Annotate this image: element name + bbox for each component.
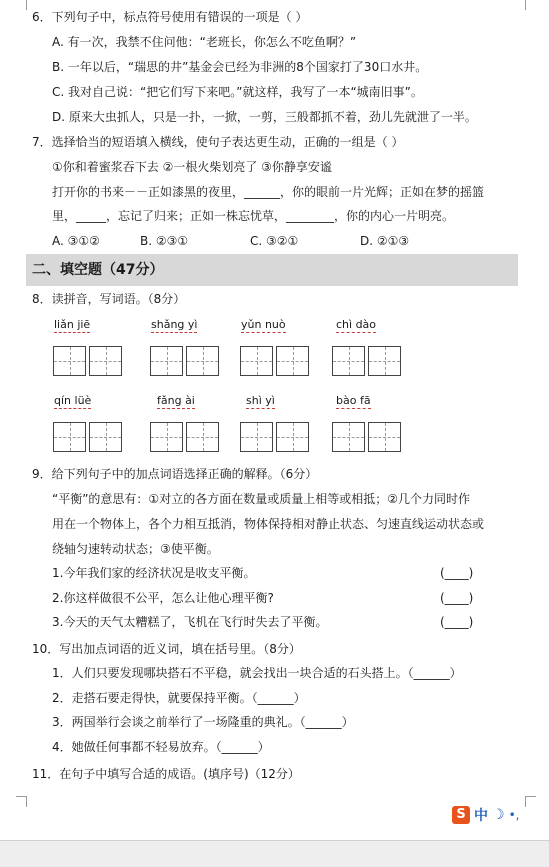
writing-grid-cell[interactable] [332, 422, 365, 452]
ime-toolbar[interactable] [452, 803, 544, 827]
q11-stem: 11．在句子中填写合适的成语。(填序号)（12分） [32, 767, 300, 781]
writing-grid-cell[interactable] [368, 422, 401, 452]
q7-choices: ①你和着蜜浆吞下去 ②一根火柴划亮了 ③你静享安谧 [52, 160, 332, 174]
writing-grid-cell[interactable] [186, 346, 219, 376]
writing-grid-cell[interactable] [332, 346, 365, 376]
q10-sentence-3: 3．两国举行会谈之前举行了一场隆重的典礼。（______） [52, 715, 354, 729]
q6-option-c: C. 我对自己说：“把它们写下来吧。”就这样，我写了一本“城南旧事”。 [52, 85, 423, 99]
pinyin-item: chì dào [336, 318, 377, 331]
pinyin-item: bào fā [336, 394, 371, 407]
writing-grid-cell[interactable] [150, 422, 183, 452]
q9-sentence-2: 2.你这样做很不公平，怎么让他心理平衡? [52, 591, 274, 605]
writing-grid-cell[interactable] [186, 422, 219, 452]
pinyin-item: yǔn nuò [241, 318, 286, 331]
q10-sentence-2: 2．走搭石要走得快，就要保持平衡。（______） [52, 691, 306, 705]
writing-grid-cell[interactable] [276, 422, 309, 452]
q9-stem: 9．给下列句子中的加点词语选择正确的解释。（6分） [32, 467, 318, 481]
q6-stem: 6．下列句子中，标点符号使用有错误的一项是（ ） [32, 10, 308, 24]
answer-blank[interactable]: (____) [440, 591, 474, 605]
page-corner-top-right [525, 0, 536, 10]
pinyin-item: shì yì [246, 394, 275, 407]
q7-option-c: C. ③②① [250, 234, 299, 248]
q6-option-b: B. 一年以后，“瑞思的井”基金会已经为非洲的8个国家打了30口水井。 [52, 60, 428, 74]
writing-grid-cell[interactable] [53, 422, 86, 452]
status-bar [0, 840, 549, 867]
q10-sentence-1: 1．人们只要发现哪块搭石不平稳，就会找出一块合适的石头搭上。（______） [52, 666, 462, 680]
q7-option-a: A. ③①② [52, 234, 100, 248]
pinyin-item: qín lüè [54, 394, 92, 407]
q9-sentence-3: 3.今天的天气太糟糕了，飞机在飞行时失去了平衡。 [52, 615, 328, 629]
pinyin-item: fǎng ài [157, 394, 195, 407]
writing-grid-cell[interactable] [276, 346, 309, 376]
q9-sentence-1: 1.今年我们家的经济状况是收支平衡。 [52, 566, 256, 580]
q6-option-d: D. 原来大虫抓人，只是一扑，一掀，一剪，三般都抓不着，劲儿先就泄了一半。 [52, 110, 477, 124]
answer-blank[interactable]: (____) [440, 615, 474, 629]
q9-definition-line2: 用在一个物体上，各个力相互抵消，物体保持相对静止状态、匀速直线运动状态或 [52, 517, 485, 531]
pinyin-item: shǎng yì [151, 318, 198, 331]
punctuation-icon[interactable]: •, [508, 808, 520, 822]
sogou-logo-icon[interactable]: S [452, 806, 470, 824]
writing-grid-cell[interactable] [240, 346, 273, 376]
writing-grid-cell[interactable] [368, 346, 401, 376]
q9-definition-line1: “平衡”的意思有：①对立的各方面在数量或质量上相等或相抵；②几个力同时作 [52, 492, 470, 506]
pinyin-item: liǎn jiē [54, 318, 91, 331]
q6-option-a: A. 有一次，我禁不住问他：“老班长，你怎么不吃鱼啊？” [52, 35, 357, 49]
writing-grid-cell[interactable] [240, 422, 273, 452]
writing-grid-cell[interactable] [150, 346, 183, 376]
q10-sentence-4: 4．她做任何事都不轻易放弃。（______） [52, 740, 270, 754]
writing-grid-cell[interactable] [53, 346, 86, 376]
ime-mode-toggle[interactable]: 中 [474, 808, 488, 824]
q7-stem: 7．选择恰当的短语填入横线，使句子表达更生动，正确的一组是（ ） [32, 135, 404, 149]
q7-option-d: D. ②①③ [360, 234, 410, 248]
writing-grid-cell[interactable] [89, 422, 122, 452]
q9-definition-line3: 绕轴匀速转动状态；③使平衡。 [52, 542, 219, 556]
section-title: 二、填空题（47分） [32, 262, 164, 278]
q7-passage-line2: 里，_____，忘记了归来；正如一株忘忧草，________，你的内心一片明亮。 [52, 209, 455, 223]
page-corner-bottom-left [16, 796, 27, 807]
q7-option-b: B. ②③① [140, 234, 189, 248]
q10-stem: 10．写出加点词语的近义词，填在括号里。（8分） [32, 642, 301, 656]
writing-grid-cell[interactable] [89, 346, 122, 376]
q8-stem: 8．读拼音，写词语。（8分） [32, 292, 186, 306]
answer-blank[interactable]: (____) [440, 566, 474, 580]
q7-passage-line1: 打开你的书来－－正如漆黑的夜里，______，你的眼前一片光辉；正如在梦的摇篮 [52, 185, 485, 199]
moon-icon[interactable]: ☽ [492, 807, 505, 823]
page-corner-top-left [16, 0, 27, 10]
